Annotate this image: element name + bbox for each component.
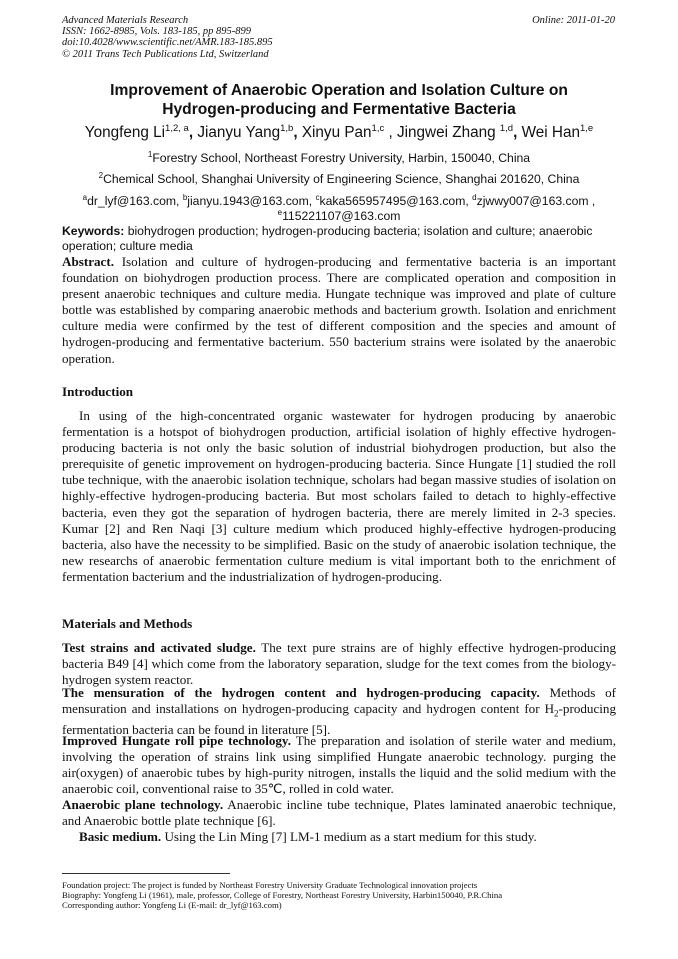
email-mark: d (472, 192, 477, 202)
footnotes (62, 880, 622, 911)
journal-header (62, 15, 273, 60)
corresponding-author-note: Corresponding author: Yongfeng Li (E-mail: dr_lyf@163.com) (62, 900, 282, 911)
affiliation-2 (62, 172, 616, 186)
affiliation-mark: 1 (147, 149, 153, 159)
keywords-label: Keywords: (62, 224, 125, 238)
basic-medium-paragraph (62, 829, 616, 845)
abstract-label: Abstract. (62, 254, 114, 269)
affiliation-text: Forestry School, Northeast Forestry University, Harbin, 150040, China (152, 151, 531, 165)
title-line-2: Hydrogen-producing and Fermentative Bacteria (162, 101, 516, 118)
paper-title (62, 81, 616, 119)
email-address: 115221107@163.com (282, 208, 401, 223)
paragraph-label: Test strains and activated sludge. (62, 640, 256, 655)
paragraph-label: Basic medium. (79, 829, 162, 844)
biography-note: Biography: Yongfeng Li (1961), male, professor, College of Forestry, Northeast Forestry University, Harbin150040, P.R.China (62, 890, 503, 901)
email-list (62, 194, 616, 223)
doi-line: doi:10.4028/www.scientific.net/AMR.183-185.895 (62, 37, 273, 49)
mensuration-paragraph (62, 685, 616, 738)
paragraph-text-tail: -producing fermentation bacteria can be found in literature [5]. (62, 701, 616, 737)
introduction-heading: Introduction (62, 384, 134, 399)
hydrogen-subscript: 2 (554, 708, 559, 719)
email-address: dr_lyf@163.com, (87, 194, 183, 208)
paragraph-label: Improved Hungate roll pipe technology. (62, 733, 292, 748)
issn-line: ISSN: 1662-8985, Vols. 183-185, pp 895-899 (62, 26, 251, 38)
paragraph-text: The preparation and isolation of sterile water and medium, involving the operation of strains link using simplified Hungate anaerobic technology. purging the air(oxygen) of anaerobic tubes by high-purity nitrogen, installs the liquid and the solid medium with the anaerobic coil, conventional raise to 35℃, rolled in cold water. (62, 733, 616, 797)
email-address: zjwwy007@163.com , (476, 194, 596, 208)
author-name: Yongfeng Li (84, 124, 166, 141)
paragraph-text: Methods of mensuration and installations on hydrogen-producing capacity and hydrogen content for (62, 685, 616, 717)
affiliation-mark: 2 (98, 170, 104, 180)
author-affiliation-mark: 1,2, a (165, 122, 189, 134)
author-affiliation-mark: 1,c (371, 122, 385, 134)
email-mark: c (315, 192, 320, 202)
abstract-text: Isolation and culture of hydrogen-producing and fermentative bacteria is an important foundation on biohydrogen production process. There are complicated operation and composition in present anaerobic techniques and culture media. Hungate technique was improved and plate of culture bottle was established by comparing anaerobic methods and bacterium growth. Isolation and enrichment culture media were confirmed by the test of different composition and the species and amount of hydrogen-producing and fermentative bacterium. 550 bacterium strains were isolated by the anaerobic operation. (62, 254, 616, 366)
anaerobic-plane-paragraph (62, 797, 616, 829)
abstract (62, 254, 616, 367)
journal-name: Advanced Materials Research (62, 15, 189, 26)
footnote-divider (62, 873, 230, 874)
title-line-1: Improvement of Anaerobic Operation and Isolation Culture on (110, 82, 568, 99)
paragraph-text: The text pure strains are of highly effective hydrogen-producing bacteria B49 [4] which come from the laboratory separation, sludge for the text comes from the biology-hydrogen system reactor. (62, 640, 616, 688)
paragraph-text: Using the Lin Ming [7] LM-1 medium as a start medium for this study. (161, 829, 537, 844)
paragraph-label: Anaerobic plane technology. (62, 797, 224, 812)
affiliation-text: Chemical School, Shanghai University of Engineering Science, Shanghai 201620, China (103, 172, 580, 186)
paragraph-label: The mensuration of the hydrogen content and hydrogen-producing capacity. (62, 685, 540, 700)
affiliation-1 (62, 151, 616, 165)
author-affiliation-mark: 1,e (579, 122, 594, 134)
author-affiliation-mark: 1,b (280, 122, 294, 134)
email-mark: b (182, 192, 188, 202)
methods-heading: Materials and Methods (62, 616, 193, 631)
author-affiliation-mark: 1,d (499, 122, 514, 134)
author-list: Yongfeng Li$^{1,2, a}$, Jianyu Yang$^{1,b}$, Xinyu Pan$^{1,c}$ , Jingwei Zhang $^{1,d}$, Wei Han$^{1,e}$ (84, 122, 594, 141)
keywords (62, 224, 616, 253)
paragraph-text: Anaerobic incline tube technique, Plates laminated anaerobic technique, and Anaerobic bottle plate technique [6]. (62, 797, 616, 829)
author-name: Xinyu Pan (301, 124, 372, 141)
hydrogen-symbol: H (544, 701, 555, 717)
introduction-text: In using of the high-concentrated organic wastewater for hydrogen producing by anaerobic fermentation is a hotspot of biohydrogen production, artificial isolation of highly effective hydrogen-producing bacteria is not only the basic solution of industrial biohydrogen production, but also the prerequisite of genetic improvement on hydrogen-producing bacteria. Since Hungate [1] studied the roll tube technique, with the anaerobic isolation technique, scholars had began massive studies of isolation on highly-effective hydrogen-producing bacteria. But most scholars failed to detach to highly-effective bacteria, even they got the separation of hydrogen bacteria, there are merely limited in 2-3 species. Kumar [2] and Ren Naqi [3] culture medium which produced highly-effective hydrogen-producing bacteria, also have the necessity to be simplified. Basic on the study of anaerobic isolation technique, the new researchs of anaerobic fermentation culture medium is vital important both to the enrichment of fermentation bacterium and the industrialization of hydrogen-producing. (62, 408, 616, 584)
author-name: Jingwei Zhang (396, 124, 500, 141)
funding-note: Foundation project: The project is funded by Northeast Forestry University Graduate Technological innovation projects (62, 880, 478, 890)
author-name: Jianyu Yang (197, 124, 281, 141)
email-address: kaka565957495@163.com, (319, 194, 473, 208)
hungate-paragraph (62, 733, 616, 797)
author-name: Wei Han (521, 124, 580, 141)
email-mark: a (82, 192, 88, 202)
email-address: jianyu.1943@163.com, (187, 194, 316, 208)
test-strains-paragraph (62, 640, 616, 688)
email-mark: e (277, 207, 283, 217)
keywords-text: biohydrogen production; hydrogen-producing bacteria; isolation and culture; anaerobic operation; culture media (62, 224, 593, 253)
online-date: Online: 2011-01-20 (532, 15, 615, 26)
copyright-line: © 2011 Trans Tech Publications Ltd, Switzerland (62, 48, 269, 60)
